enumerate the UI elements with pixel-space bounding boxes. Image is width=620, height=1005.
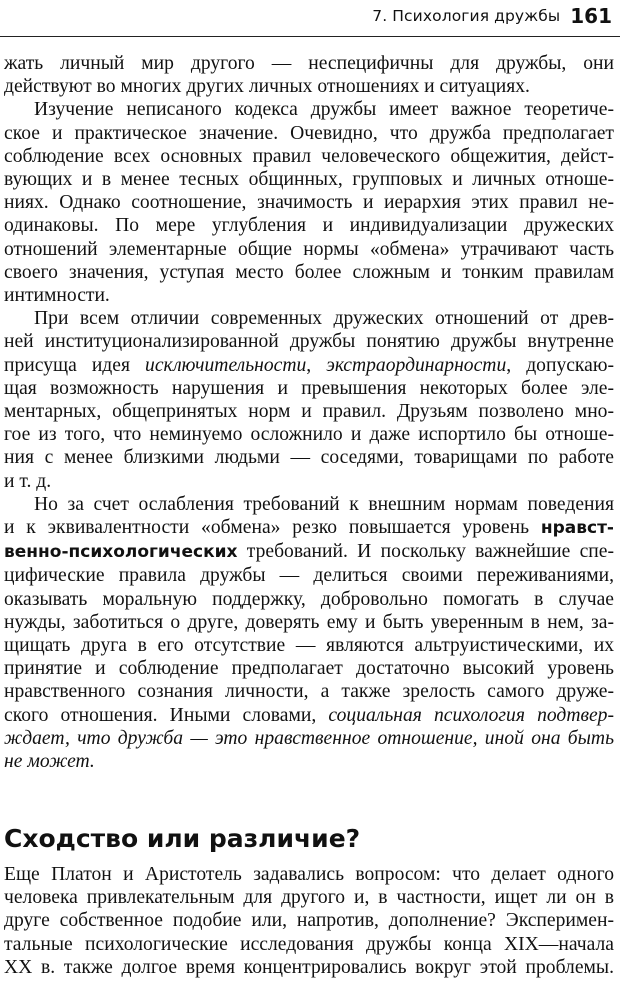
text-line: нужды, заботиться о друге, доверять ему и быть уверенным в нем, за- xyxy=(4,611,614,633)
text-line: тальные психологические исследования дружбы конца XIX—начала xyxy=(4,933,614,955)
text-line: ния с менее близкими людьми — соседями, товарищами по работе xyxy=(4,447,614,469)
text-line: венно-психологических требований. И поскольку важнейшие спе- xyxy=(4,541,614,563)
text-line: действуют во многих других личных отношениях и ситуациях. xyxy=(4,76,530,98)
text-line: отношений элементарные общие нормы «обмена» утрачивают часть xyxy=(4,238,614,260)
text-line: ское и практическое значение. Очевидно, что дружба предполагает xyxy=(4,122,614,144)
body-text xyxy=(4,52,614,773)
text-line: При всем отличии современных дружеских отношений от древ- xyxy=(34,308,614,330)
text-line: жать личный мир другого — неспецифичны для дружбы, они xyxy=(4,53,614,74)
text-line: присуща идея исключительности, экстраординарности, допускаю- xyxy=(4,354,615,376)
text-line: человека привлекательным для другого и, в частности, ищет ли он в xyxy=(4,887,614,909)
text-line: интимности. xyxy=(4,285,110,307)
chapter-title: 7. Психология дружбы xyxy=(372,7,561,25)
section-heading: Сходство или различие? xyxy=(4,824,361,853)
text-line: и т. д. xyxy=(4,470,52,492)
text-line: вующих и в менее тесных общинных, групповых и личных отноше- xyxy=(4,169,614,191)
emphasis: исключительности xyxy=(145,354,307,376)
text-line: и к эквивалентности «обмена» резко повышается уровень нравст- xyxy=(4,517,614,539)
bold-term: венно-психологических xyxy=(4,542,238,563)
text-line: ней институционализированной дружбы понятию дружбы внутренне xyxy=(4,331,614,353)
text-line: ментарных, общепринятых норм и правил. Друзьям позволено мно- xyxy=(4,401,614,423)
text-line: ниях. Однако соотношение, значимость и иерархия этих правил не- xyxy=(4,192,614,214)
text-line: цифические правила дружбы — делиться своими переживаниями, xyxy=(4,565,614,587)
text-line: щищать друга в его отсутствие — являются альтруистическими, их xyxy=(4,635,614,657)
text-line: оказывать моральную поддержку, добровольно помогать в случае xyxy=(4,588,614,610)
text-line: ского отношения. Иными словами, социальная психология подтвер- xyxy=(4,704,615,726)
text-line: Изучение неписаного кодекса дружбы имеет важное теоретиче- xyxy=(34,99,614,121)
emphasis: ждает, что дружба — это нравственное отношение, иной она быть xyxy=(4,727,614,749)
emphasis: не может. xyxy=(4,751,95,773)
text-line: друге собственное подобие или, напротив, дополнение? Эксперимен- xyxy=(4,910,614,932)
header-rule xyxy=(0,36,620,37)
text-line: Еще Платон и Аристотель задавались вопросом: что делает одного xyxy=(4,864,614,885)
text-line xyxy=(4,727,614,750)
text-line: Но за счет ослабления требований к внешним нормам поведения xyxy=(34,493,614,515)
page-number: 161 xyxy=(570,4,612,28)
text-line: соблюдение всех основных правил человеческого общежития, дейст- xyxy=(4,145,614,167)
body-text-section xyxy=(4,863,614,979)
bold-term: нравст- xyxy=(540,518,614,539)
text-line: одинаковы. По мере углубления и индивидуализации дружеских xyxy=(4,215,614,237)
text-line: XX в. также долгое время концентрировались вокруг этой проблемы. xyxy=(4,956,614,978)
text-line xyxy=(4,750,614,773)
text-line: щая возможность нарушения и превышения некоторых более эле- xyxy=(4,377,614,399)
text-line: принятие и соблюдение предполагает достаточно высокий уровень xyxy=(4,658,614,680)
emphasis: экстраординарности xyxy=(326,354,507,376)
emphasis: социальная психология подтвер- xyxy=(328,704,615,726)
text-line: своего значения, уступая место более сложным и тонким правилам xyxy=(4,261,614,283)
text-line: гое из того, что неминуемо осложнило и даже испортило бы отноше- xyxy=(4,424,614,446)
running-head xyxy=(372,2,612,30)
text-line: нравственного сознания личности, а также зрелость самого друже- xyxy=(4,681,614,703)
